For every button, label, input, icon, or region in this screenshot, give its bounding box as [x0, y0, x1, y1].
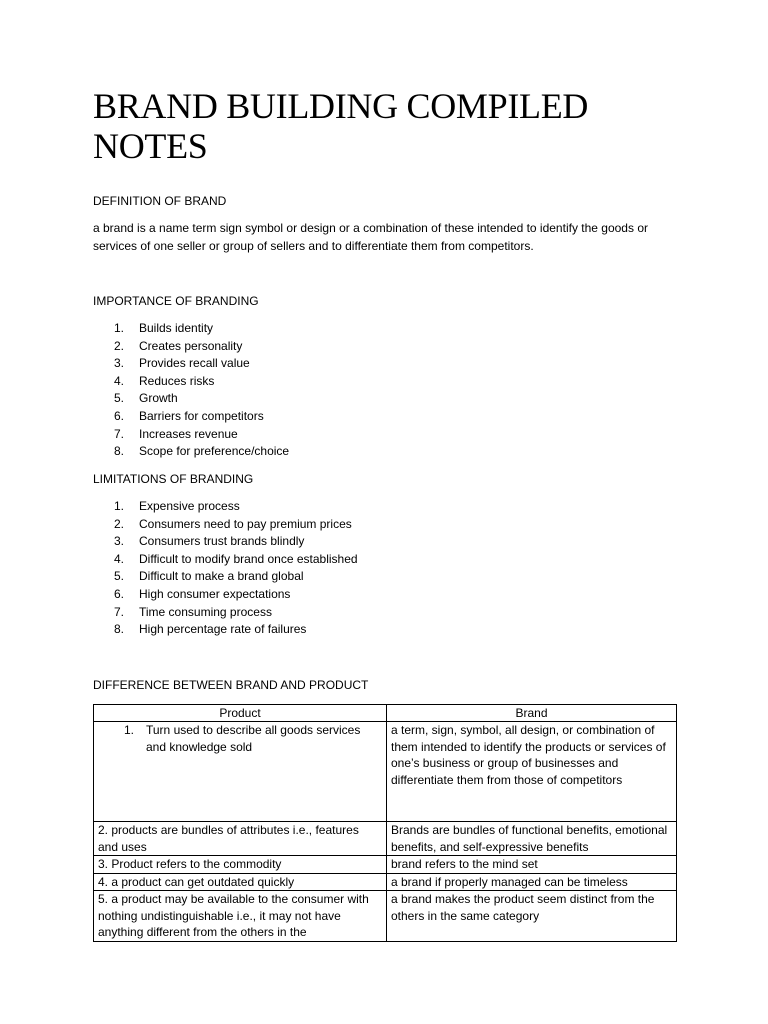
column-header-brand: Brand — [387, 705, 677, 722]
importance-heading: IMPORTANCE OF BRANDING — [93, 294, 259, 308]
table-row — [94, 856, 677, 874]
document-page: BRAND BUILDING COMPILED NOTES DEFINITION OF BRAND a brand is a name term sign symbol or design or a combination of these intended to identify the goods or services of one seller or group of sellers and to differentiate them from competitors. IMPORTANCE OF BRANDING 1. Builds identity 2. Creates personality 3. Provides recall value 4. Reduces risks 5. Growth 6. Barriers for competitors 7. Increases revenue 8. Scope for preference/choice LIMITATIONS OF BRANDING 1. Expensive process 2. Consumers need to pay premium prices 3. Consumers trust brands blindly 4. Difficult to modify brand once established 5. Difficult to make a brand global 6. High consumer expectations 7. Time consuming process 8. High percentage rate of failures DIFFERENCE BETWEEN BRAND AND PRODUCT Product Brand 1. Turn used to describe all goods services and knowledge sold a term, sign, symbol, all design, or combination of them intended to identify the products or services of one’s business or group of businesses and differentiate them from those of competitors 2. products are bundles of attributes i.e., features and uses Brands are bundles of functional benefits, emotional benefits, and self-expressive benefits 3. Product refers to the commodity brand refers to the mind set 4. a product can get outdated quickly a brand if properly managed can be timeless 5. a product may be available to the consumer with nothing undistinguishable i.e., it may not have anything different from the others in the a brand makes the product seem distinct from the others in the same category — [0, 0, 768, 1024]
limitations-heading: LIMITATIONS OF BRANDING — [93, 472, 254, 486]
table-cell-product: 2. products are bundles of attributes i.e., features and uses — [94, 822, 387, 856]
table-cell-brand: a brand makes the product seem distinct from the others in the same category — [387, 891, 677, 942]
difference-heading: DIFFERENCE BETWEEN BRAND AND PRODUCT — [93, 678, 369, 692]
table-cell-brand: a term, sign, symbol, all design, or combination of them intended to identify the products or services of one’s business or group of businesses and differentiate them from those of competitors — [387, 722, 677, 822]
table-cell-brand: brand refers to the mind set — [387, 856, 677, 874]
comparison-table — [93, 704, 677, 942]
definition-heading: DEFINITION OF BRAND — [93, 194, 227, 208]
table-row — [94, 822, 677, 856]
document-title: BRAND BUILDING COMPILED NOTES — [93, 86, 589, 166]
table-row — [94, 873, 677, 891]
table-cell-brand: Brands are bundles of functional benefits, emotional benefits, and self-expressive benefits — [387, 822, 677, 856]
table-cell-brand: a brand if properly managed can be timeless — [387, 873, 677, 891]
table-cell-product: 1. Turn used to describe all goods services and knowledge sold — [94, 722, 387, 822]
definition-text: a brand is a name term sign symbol or design or a combination of these intended to identify the goods or services of one seller or group of sellers and to differentiate them from competitors. — [93, 221, 648, 253]
column-header-product: Product — [94, 705, 387, 722]
table-cell-product: 3. Product refers to the commodity — [94, 856, 387, 874]
table-header-row — [94, 705, 677, 722]
table-cell-product: 4. a product can get outdated quickly — [94, 873, 387, 891]
table-row — [94, 891, 677, 942]
table-cell-product: 5. a product may be available to the consumer with nothing undistinguishable i.e., it may not have anything different from the others in the — [94, 891, 387, 942]
table-row — [94, 722, 677, 822]
